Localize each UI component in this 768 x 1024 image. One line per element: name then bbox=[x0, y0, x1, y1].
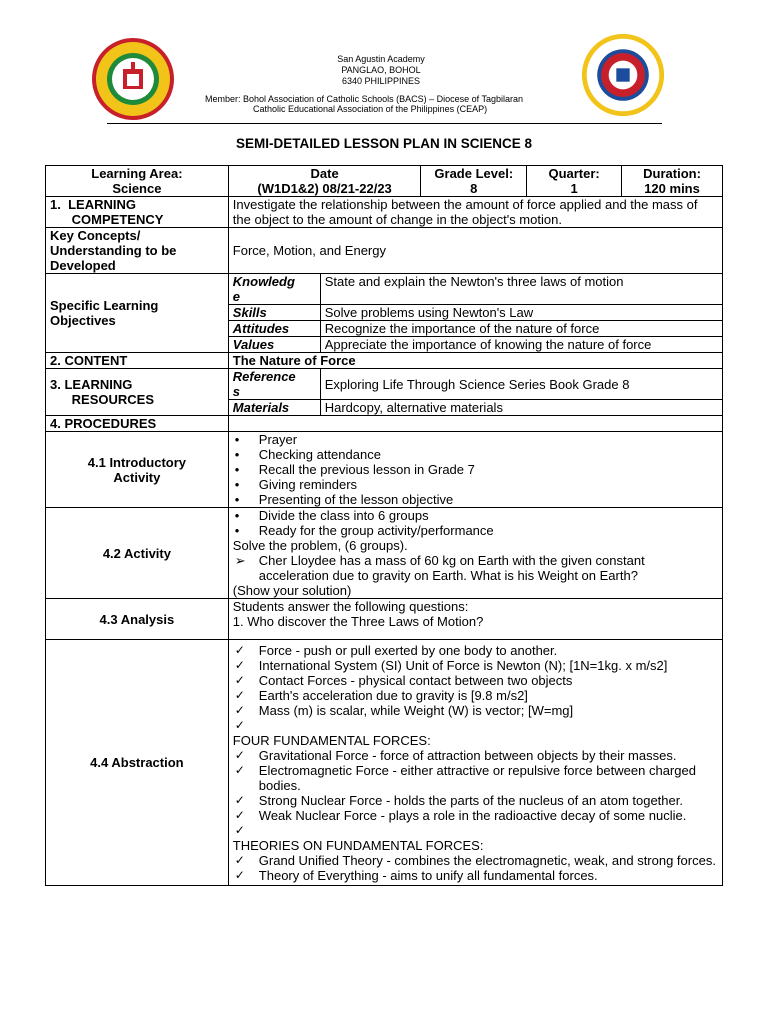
list-item: • Divide the class into 6 groups bbox=[233, 508, 718, 523]
list-item: ✓ Gravitational Force - force of attraction between objects by their masses. bbox=[233, 748, 718, 763]
key-concepts-text: Force, Motion, and Energy bbox=[228, 228, 722, 274]
date-cell: Date (W1D1&2) 08/21-22/23 bbox=[228, 166, 421, 197]
objective-skills-label: Skills bbox=[228, 305, 320, 321]
list-item: ✓ Earth's acceleration due to gravity is [9.8 m/s2] bbox=[233, 688, 718, 703]
grade-level-cell: Grade Level: 8 bbox=[421, 166, 527, 197]
activity-solution: (Show your solution) bbox=[232, 583, 352, 598]
materials-text: Hardcopy, alternative materials bbox=[320, 400, 722, 416]
list-item: • Recall the previous lesson in Grade 7 bbox=[233, 462, 718, 477]
list-item: ✓ Grand Unified Theory - combines the electromagnetic, weak, and strong forces. bbox=[233, 853, 718, 868]
procedures-empty-cell bbox=[228, 416, 722, 432]
activity-label: 4.2 Activity bbox=[46, 508, 229, 599]
content-text: The Nature of Force bbox=[228, 353, 722, 369]
objective-attitudes-text: Recognize the importance of the nature of force bbox=[320, 321, 722, 337]
analysis-line-2: 1. Who discover the Three Laws of Motion? bbox=[232, 614, 484, 629]
list-item: ✓ International System (SI) Unit of Force is Newton (N); [1N=1kg. x m/s2] bbox=[233, 658, 718, 673]
school-address: PANGLAO, BOHOL bbox=[341, 65, 421, 75]
list-item: • Prayer bbox=[233, 432, 718, 447]
lesson-plan-table bbox=[45, 165, 723, 886]
list-item: ✓ Contact Forces - physical contact between two objects bbox=[233, 673, 718, 688]
list-item: ✓ Force - push or pull exerted by one body to another. bbox=[233, 643, 718, 658]
objectives-label: Specific Learning Objectives bbox=[46, 274, 229, 353]
materials-label: Materials bbox=[228, 400, 320, 416]
member-line-2: Catholic Educational Association of the Philippines (CEAP) bbox=[253, 104, 488, 114]
abstraction-label: 4.4 Abstraction bbox=[46, 640, 229, 886]
header-divider bbox=[107, 123, 662, 124]
objective-skills-text: Solve problems using Newton's Law bbox=[320, 305, 722, 321]
list-item: ✓ Theory of Everything - aims to unify all fundamental forces. bbox=[233, 868, 718, 883]
school-name: San Agustin Academy bbox=[337, 54, 425, 64]
document-title: SEMI-DETAILED LESSON PLAN IN SCIENCE 8 bbox=[235, 136, 533, 151]
school-country: 6340 PHILIPPINES bbox=[341, 76, 421, 86]
list-item: • Checking attendance bbox=[233, 447, 718, 462]
abstraction-list-3 bbox=[233, 853, 718, 883]
list-item: ✓ Electromagnetic Force - either attractive or repulsive force between charged bodies. bbox=[233, 763, 718, 793]
resources-label: 3. LEARNING RESOURCES bbox=[46, 369, 229, 416]
abstraction-list-2 bbox=[233, 748, 718, 838]
activity-list bbox=[233, 508, 718, 538]
analysis-line-1: Students answer the following questions: bbox=[232, 599, 469, 614]
objective-knowledge-text: State and explain the Newton's three laws of motion bbox=[320, 274, 722, 305]
membership-info bbox=[205, 94, 523, 114]
list-item: • Ready for the group activity/performance bbox=[233, 523, 718, 538]
list-item: ✓ Strong Nuclear Force - holds the parts of the nucleus of an atom together. bbox=[233, 793, 718, 808]
competency-label: 1. LEARNING COMPETENCY bbox=[46, 197, 229, 228]
intro-activity-label: 4.1 Introductory Activity bbox=[46, 432, 229, 508]
learning-area-label: Learning Area: Science bbox=[46, 166, 229, 197]
objective-values-text: Appreciate the importance of knowing the nature of force bbox=[320, 337, 722, 353]
school-header bbox=[150, 54, 612, 87]
abstraction-cell bbox=[228, 640, 722, 886]
list-item bbox=[233, 718, 718, 733]
list-item: ✓ Weak Nuclear Force - plays a role in the radioactive decay of some nuclie. bbox=[233, 808, 718, 823]
objective-attitudes-label: Attitudes bbox=[228, 321, 320, 337]
list-item: ✓ Mass (m) is scalar, while Weight (W) is vector; [W=mg] bbox=[233, 703, 718, 718]
procedures-label: 4. PROCEDURES bbox=[46, 416, 229, 432]
objective-values-label: Values bbox=[228, 337, 320, 353]
analysis-label: 4.3 Analysis bbox=[46, 599, 229, 640]
objective-knowledge-label: Knowledg e bbox=[228, 274, 320, 305]
activity-problem: Solve the problem, (6 groups). bbox=[232, 538, 408, 553]
theories-heading: THEORIES ON FUNDAMENTAL FORCES: bbox=[232, 838, 484, 853]
activity-problem-list bbox=[233, 553, 718, 583]
list-item bbox=[233, 823, 718, 838]
references-label: Reference s bbox=[228, 369, 320, 400]
key-concepts-label: Key Concepts/ Understanding to be Developed bbox=[46, 228, 229, 274]
abstraction-list-1 bbox=[233, 643, 718, 733]
analysis-cell bbox=[228, 599, 722, 640]
content-label: 2. CONTENT bbox=[46, 353, 229, 369]
duration-cell: Duration: 120 mins bbox=[622, 166, 723, 197]
list-item: • Giving reminders bbox=[233, 477, 718, 492]
references-text: Exploring Life Through Science Series Book Grade 8 bbox=[320, 369, 722, 400]
intro-activity-list bbox=[233, 432, 718, 507]
competency-text: Investigate the relationship between the amount of force applied and the mass of the object to the amount of change in the object's motion. bbox=[228, 197, 722, 228]
list-item: ➢ Cher Lloydee has a mass of 60 kg on Earth with the given constant acceleration due to gravity on Earth. What is his Weight on Earth? bbox=[233, 553, 718, 583]
member-line-1: Member: Bohol Association of Catholic Schools (BACS) – Diocese of Tagbilaran bbox=[205, 94, 523, 104]
intro-activity-list-cell bbox=[228, 432, 722, 508]
quarter-cell: Quarter: 1 bbox=[527, 166, 622, 197]
activity-cell bbox=[228, 508, 722, 599]
four-forces-heading: FOUR FUNDAMENTAL FORCES: bbox=[232, 733, 431, 748]
list-item: • Presenting of the lesson objective bbox=[233, 492, 718, 507]
